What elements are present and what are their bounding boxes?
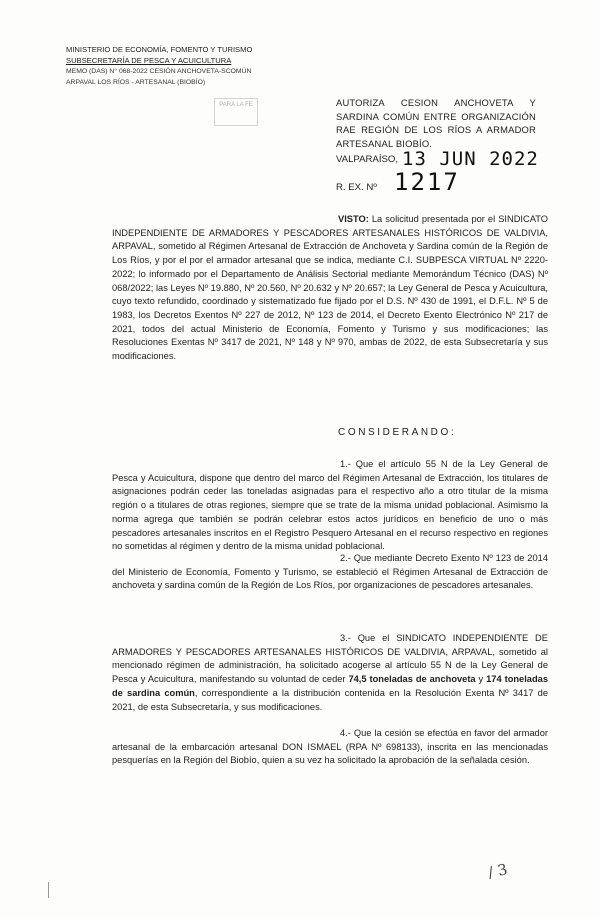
- resolution-number: 1217: [394, 168, 460, 196]
- considerando-item-4: [112, 727, 548, 768]
- item-number: 3.-: [340, 633, 351, 643]
- considerando-item-3: [112, 632, 548, 714]
- item-text-pre: Que el SINDICATO INDEPENDIENTE DE ARMADORES Y PESCADORES ARTESANALES HISTÓRICOS DE VALDIVIA, ARPAVAL, sometido al mencionado régimen de administración, ha solicitado acogerse al artículo 55 N de la Ley General de Pesca y Acuicultura, manifestando su voluntad de ceder: [112, 633, 548, 685]
- visto-paragraph: [112, 213, 548, 364]
- letterhead: [66, 44, 252, 88]
- item-text-mid: y: [475, 674, 487, 685]
- considerando-item-2: [112, 552, 548, 593]
- item-number: 4.-: [340, 728, 351, 738]
- item-text-post: , correspondiente a la distribución contenida en la Resolución Exenta Nº 3417 de 2021, de esta Subsecretaría, y sus modificaciones.: [112, 687, 549, 712]
- resolution-number-label: R. EX. Nº: [336, 182, 377, 193]
- ministry-name: MINISTERIO DE ECONOMÍA, FOMENTO Y TURISMO: [66, 45, 253, 54]
- item-text: Que el artículo 55 N de la Ley General de Pesca y Acuicultura, dispone que dentro del marco del Régimen Artesanal de Extracción, los titulares de asignaciones podrán ceder las toneladas asignadas para el respectivo año a otro titular de la misma región o a titulares de otras regiones, siempre que se trate de la misma unidad poblacional. Asimismo la norma agrega que también se podrán celebrar estos actos jurídicos en beneficio de uno o más pescadores artesanales inscritos en el Registro Pesquero Artesanal en el recurso respectivo en regiones no sometidas al régimen y dentro de la misma unidad poblacional.: [112, 459, 548, 552]
- item-number: 2.-: [340, 553, 351, 563]
- memo-reference: MEMO (DAS) N° 068-2022 CESIÓN ANCHOVETA-SCOMÚN: [66, 68, 252, 75]
- file-reference: ARPAVAL LOS RÍOS - ARTESANAL (BIOBÍO): [66, 79, 206, 86]
- scan-edge-mark: [48, 882, 53, 898]
- sardina-tonnage: 174 toneladas de sardina común: [112, 674, 548, 698]
- item-number: 1.-: [340, 459, 351, 469]
- subsecretariat-name: SUBSECRETARÍA DE PESCA Y ACUICULTURA: [66, 56, 232, 65]
- item-text: Que la cesión se efectúa en favor del armador artesanal de la embarcación artesanal DON ISMAEL (RPA Nº 698133), inscrita en las mencionadas pesquerías en la Región del Biobío, quien a su vez ha solicitado la aprobación de la señalada cesión.: [112, 728, 548, 766]
- visto-text: La solicitud presentada por el SINDICATO INDEPENDIENTE DE ARMADORES Y PESCADORES ARTESANALES HISTÓRICOS DE VALDIVIA, ARPAVAL, sometido al Régimen Artesanal de Extracción de Anchoveta y Sardina común de la Región de Los Ríos, y por el por el armador artesanal que se indica, mediante C.I. SUBPESCA VIRTUAL Nº 2220-2022; lo informado por el Departamento de Análisis Sectorial mediante Memorándum Técnico (DAS) Nº 068/2022; las Leyes Nº 19.880, Nº 20.560, Nº 20.632 y Nº 20.657; la Ley General de Pesca y Acuicultura, cuyo texto refundido, coordinado y sistematizado fue fijado por el D.S. Nº 430 de 1991, el D.F.L. Nº 5 de 1983, los Decretos Exentos Nº 227 de 2012, Nº 123 de 2014, el Decreto Exento Electrónico Nº 217 de 2021, todos del actual Ministerio de Economía, Fomento y Turismo y sus modificaciones; las Resoluciones Exentas Nº 3417 de 2021, Nº 148 y Nº 970, ambas de 2022, de esta Subsecretaría y sus modificaciones.: [112, 214, 548, 362]
- place-label: VALPARAÍSO,: [336, 154, 399, 165]
- faint-stamp: PARA LA FE: [214, 98, 258, 126]
- resolution-subject: AUTORIZA CESION ANCHOVETA Y SARDINA COMÚN ENTRE ORGANIZACIÓN RAE REGIÓN DE LOS RÍOS A ARMADOR ARTESANAL BIOBÍO.: [336, 97, 536, 149]
- visto-label: VISTO:: [338, 214, 369, 224]
- date-stamp: 13 JUN 2022: [402, 148, 539, 170]
- anchoveta-tonnage: 74,5 toneladas de anchoveta: [348, 674, 476, 685]
- handwritten-mark: / 3: [486, 860, 510, 882]
- considerando-title: CONSIDERANDO:: [338, 427, 457, 438]
- considerando-item-1: [112, 458, 548, 554]
- item-text: Que mediante Decreto Exento Nº 123 de 2014 del Ministerio de Economía, Fomento y Turismo, se estableció el Régimen Artesanal de Extracción de anchoveta y sardina común de la Región de Los Ríos, por organizaciones de pescadores artesanales.: [112, 553, 548, 591]
